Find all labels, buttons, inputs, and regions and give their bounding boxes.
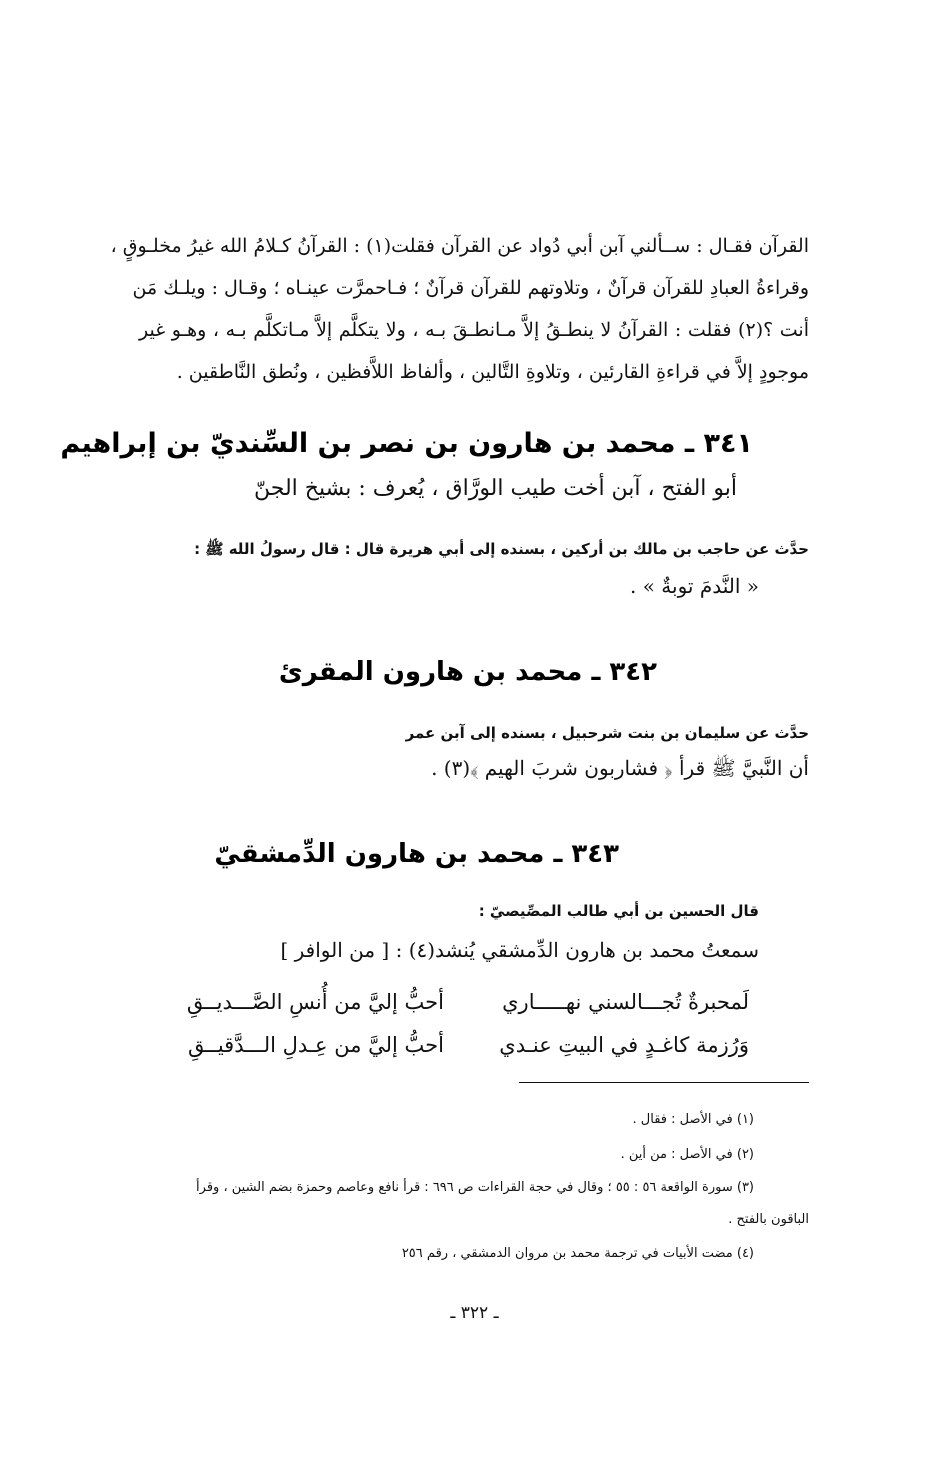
entry-342-title: ٣٤٢ ـ محمد بن هارون المقرئ <box>278 657 657 687</box>
entry-341-isnad: حدَّث عن حاجب بن مالك بن أركين ، بسنده إلى أبي هريرة قال : قال رسولُ الله ﷺ : <box>194 540 809 558</box>
verse-1-first-hemistich: لَمحبرةٌ تُجـــالسني نهـــــاري <box>502 990 749 1014</box>
footnote-4: (٤) مضت الأبيات في ترجمة محمد بن مروان الدمشقي ، رقم ٢٥٦ <box>401 1246 754 1261</box>
entry-341-subtitle: أبو الفتح ، آبن أخت طيب الورَّاق ، يُعرف : بشيخ الجنّ <box>254 476 737 501</box>
footnote-3-continued: الباقون بالفتح . <box>728 1212 809 1227</box>
entry-343-intro: سمعتُ محمد بن هارون الدِّمشقي يُنشد(٤) : [ من الوافر ] <box>280 938 759 962</box>
paragraph-line: وقراءةُ العبادِ للقرآن قرآنٌ ، وتلاوتهم للقرآن قرآنٌ ؛ فـاحمرَّت عينـاه ؛ وقـال : ويلـك مَن <box>132 277 809 299</box>
entry-341-matn: « النَّدمَ توبةٌ » . <box>629 574 759 598</box>
paragraph-line: القرآن فقـال : ســألني آبن أبي دُواد عن القرآن فقلت(١) : القرآنُ كـلامُ الله غيرُ مخلـوقٍ ، <box>110 235 809 257</box>
verse-1-second-hemistich: أحبُّ إليَّ من أُنسِ الصَّـــديــقِ <box>186 990 444 1014</box>
intro-paragraph <box>110 225 809 393</box>
footnote-separator <box>519 1082 809 1083</box>
verse-2-first-hemistich: وَرُزمة كاغـدٍ في البيتِ عنـدي <box>499 1033 749 1057</box>
verse-2-second-hemistich: أحبُّ إليَّ من عِـدلِ الـــدَّقيــقِ <box>188 1033 444 1057</box>
page-number: ـ ٣٢٢ ـ <box>450 1303 499 1323</box>
entry-342-isnad: حدَّث عن سليمان بن بنت شرحبيل ، بسنده إلى آبن عمر <box>405 724 809 742</box>
entry-343-title: ٣٤٣ ـ محمد بن هارون الدِّمشقيّ <box>214 839 619 869</box>
paragraph-line: موجودٍ إلاَّ في قراءةِ القارئين ، وتلاوةِ التَّالين ، وألفاظ اللاَّفظين ، ونُطق النَّاطقين . <box>176 361 809 383</box>
entry-342-matn: أن النَّبيَّ ﷺ قرأ ﴿ فشاربون شربَ الهيم ﴾(٣) . <box>431 756 809 780</box>
footnote-3: (٣) سورة الواقعة ٥٦ : ٥٥ ؛ وقال في حجة القراءات ص ٦٩٦ : قرأ نافع وعاصم وحمزة بضم الشين ، وقرأ <box>196 1180 754 1195</box>
entry-341-title: ٣٤١ ـ محمد بن هارون بن نصر بن السِّنديّ بن إبراهيم <box>60 428 753 459</box>
footnote-2: (٢) في الأصل : من أين . <box>620 1147 754 1162</box>
footnote-1: (١) في الأصل : فقال . <box>632 1112 754 1127</box>
paragraph-line: أنت ؟(٢) فقلت : القرآنُ لا ينطـقُ إلاَّ مـانطـقَ بـه ، ولا يتكلَّم إلاَّ مـاتكلَّم بـه ، وهـو غير <box>139 319 809 341</box>
entry-343-narrator: قال الحسين بن أبي طالب المصِّيصيّ : <box>478 902 759 920</box>
